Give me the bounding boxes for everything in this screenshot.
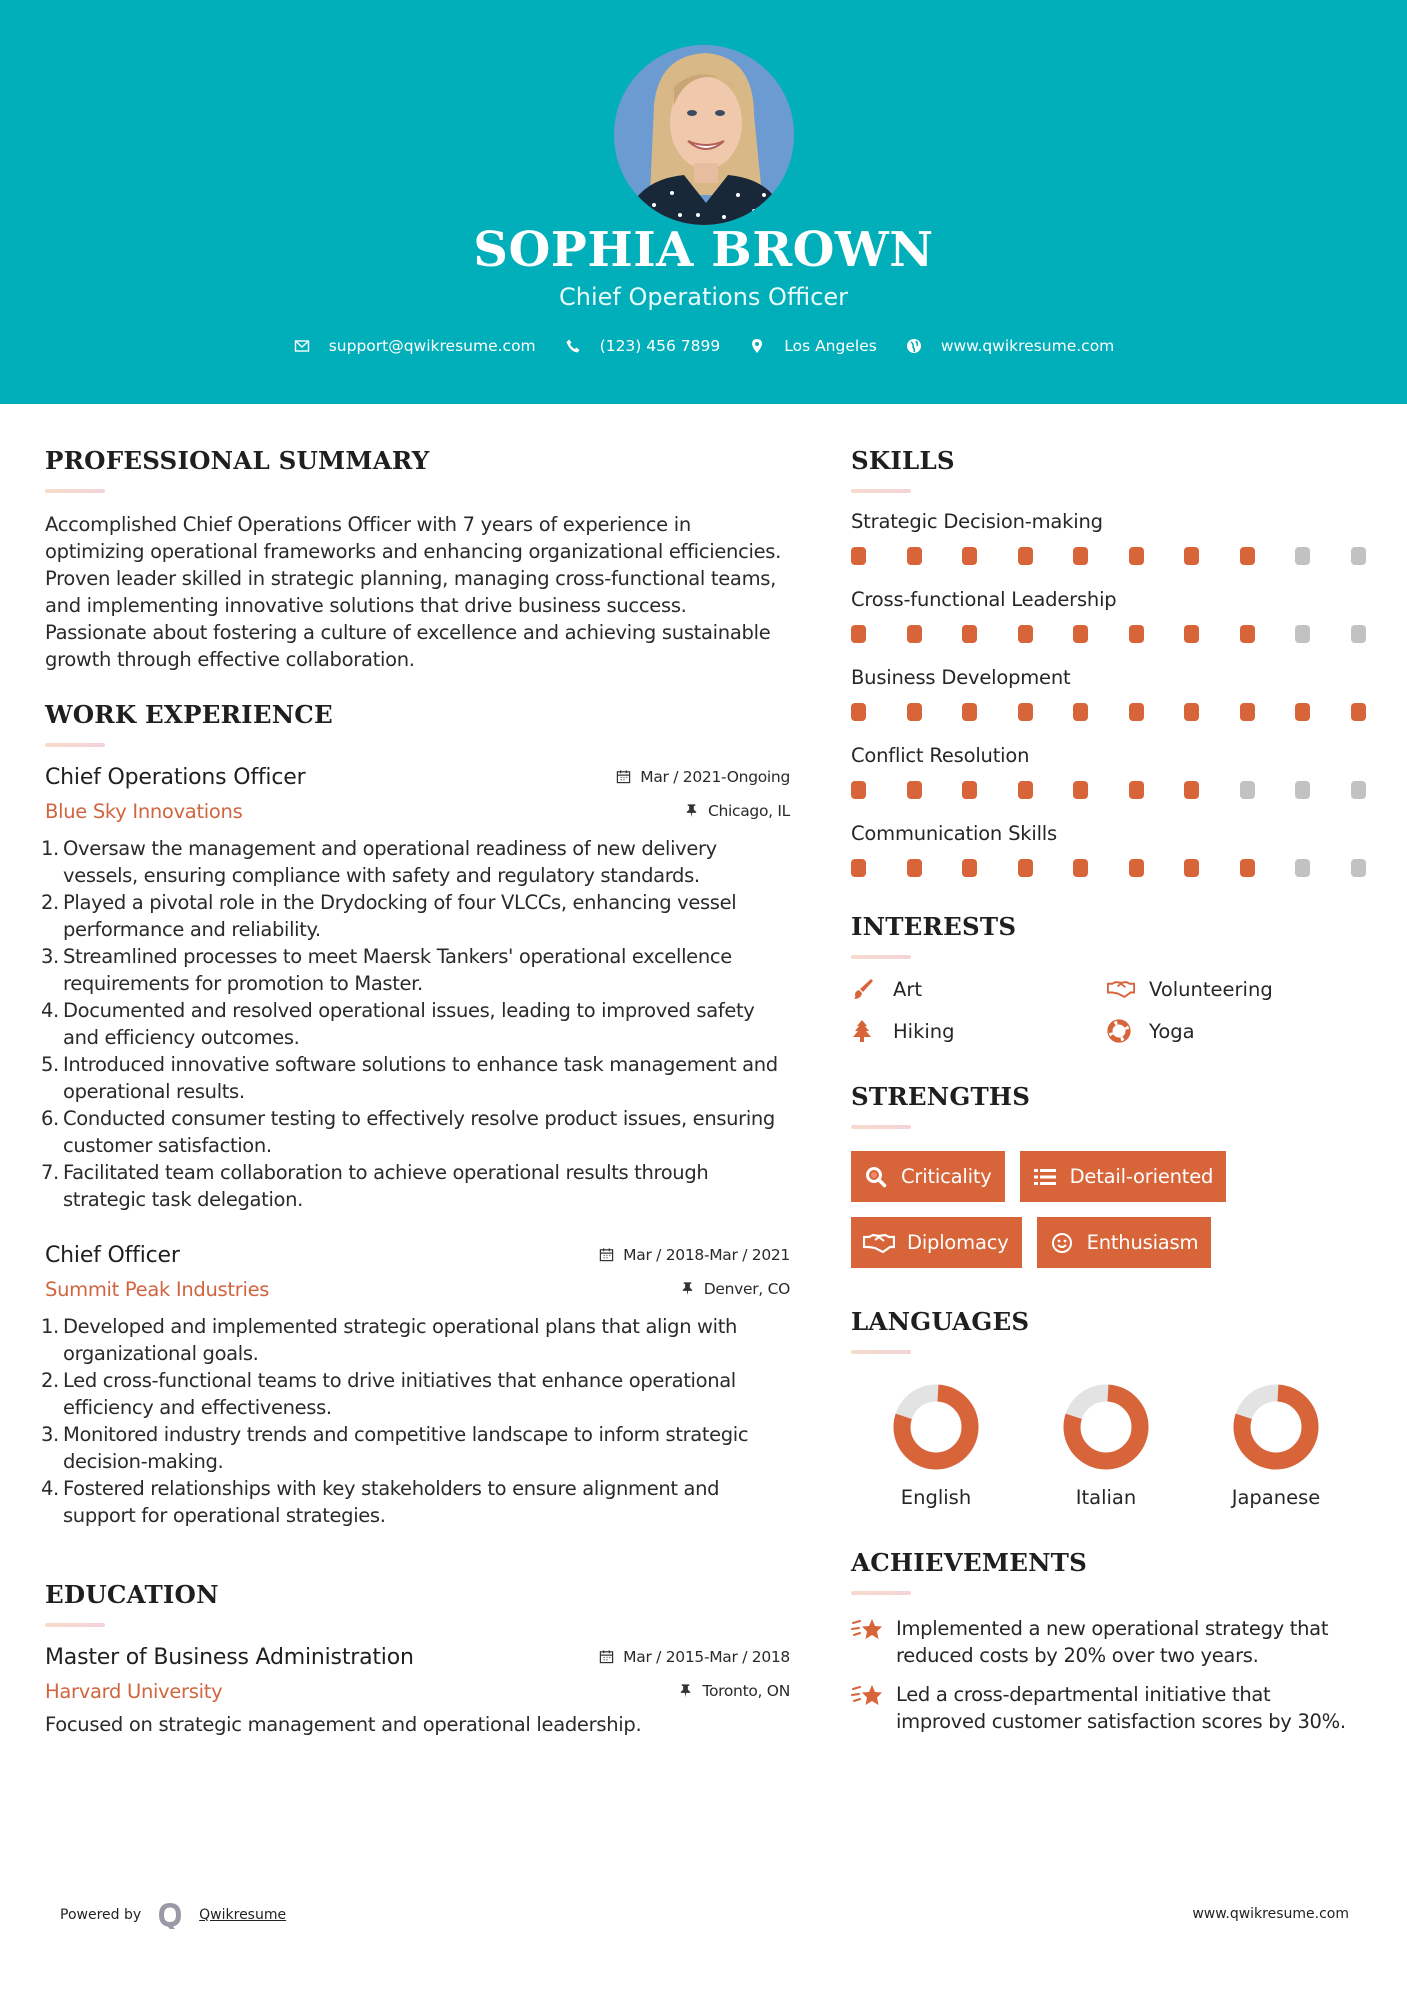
languages-heading: LANGUAGES [851, 1307, 1030, 1336]
rating-dot-filled [1184, 547, 1199, 565]
language-label: Italian [1075, 1486, 1137, 1509]
heading-underline [851, 1350, 911, 1354]
education-entry [45, 1645, 790, 1736]
contact-website[interactable] [905, 337, 1114, 355]
interest-label: Volunteering [1149, 977, 1273, 1001]
rating-dot-filled [1073, 859, 1088, 877]
rating-dot-empty [1351, 625, 1366, 643]
rating-dot-empty [1295, 859, 1310, 877]
contact-email-text: support@qwikresume.com [328, 337, 536, 355]
strength-tags [851, 1151, 1371, 1268]
rating-dot-filled [907, 547, 922, 565]
resume-header [0, 0, 1407, 404]
company-name: Summit Peak Industries [45, 1278, 270, 1301]
rating-dot-empty [1295, 547, 1310, 565]
skill-rating [851, 625, 1366, 643]
education-location-text: Toronto, ON [702, 1682, 790, 1700]
rating-dot-filled [1184, 703, 1199, 721]
job-bullets [41, 835, 790, 1213]
job-bullet: 5. Introduced innovative software solutions to enhance task management and operational results. [41, 1053, 778, 1103]
rating-dot-filled [1129, 625, 1144, 643]
rating-dot-filled [1073, 547, 1088, 565]
contact-phone[interactable] [564, 337, 721, 355]
envelope-icon [293, 337, 311, 355]
interest-item [851, 977, 1107, 1001]
skills-list [851, 509, 1371, 877]
language-label: Japanese [1231, 1486, 1321, 1509]
language-item [851, 1382, 1021, 1509]
job-bullet: 2. Led cross-functional teams to drive initiatives that enhance operational efficiency and effectiveness. [41, 1369, 736, 1419]
interest-label: Art [893, 977, 923, 1001]
language-donut-chart [1061, 1382, 1151, 1472]
rating-dot-filled [962, 547, 977, 565]
list-icon [1032, 1166, 1058, 1188]
interest-item [1107, 1019, 1363, 1043]
rating-dot-empty [1240, 781, 1255, 799]
rating-dot-filled [907, 859, 922, 877]
education-dates [599, 1648, 790, 1666]
footer-powered-by [60, 1900, 286, 1930]
language-donut-chart [1231, 1382, 1321, 1472]
rating-dot-filled [1129, 781, 1144, 799]
rating-dot-filled [962, 703, 977, 721]
heading-underline [851, 1591, 911, 1595]
skill-rating [851, 859, 1366, 877]
achievements-section [851, 1547, 1371, 1735]
rating-dot-filled [1351, 703, 1366, 721]
pushpin-icon [684, 803, 700, 819]
heading-underline [45, 743, 105, 747]
rating-dot-filled [1240, 859, 1255, 877]
rating-dot-filled [1073, 781, 1088, 799]
rating-dot-empty [1295, 625, 1310, 643]
pushpin-icon [678, 1683, 694, 1699]
rating-dot-filled [851, 547, 866, 565]
interests-grid [851, 977, 1371, 1043]
rating-dot-filled [962, 625, 977, 643]
strength-tag [851, 1151, 1005, 1202]
strength-tag [1037, 1217, 1212, 1268]
language-item [1191, 1382, 1361, 1509]
skill-name: Strategic Decision-making [851, 510, 1103, 533]
job-location [684, 802, 790, 820]
job-title: Chief Operations Officer [45, 765, 306, 790]
strength-tag [1020, 1151, 1227, 1202]
rating-dot-filled [1240, 703, 1255, 721]
achievement-item [851, 1681, 1371, 1735]
left-column [41, 445, 790, 1736]
smile-icon [1049, 1232, 1075, 1254]
job-bullet: 3. Monitored industry trends and competitive landscape to inform strategic decision-making. [41, 1423, 749, 1473]
skill-rating [851, 781, 1366, 799]
heading-underline [45, 489, 105, 493]
rating-dot-filled [851, 703, 866, 721]
rating-dot-filled [1018, 547, 1033, 565]
heading-underline [851, 955, 911, 959]
job-bullet: 2. Played a pivotal role in the Drydocking of four VLCCs, enhancing vessel performance and reliability. [41, 891, 737, 941]
job-location-text: Denver, CO [703, 1280, 790, 1298]
school-name: Harvard University [45, 1680, 223, 1703]
qwikresume-logo-icon [155, 1900, 185, 1930]
education-section [45, 1579, 790, 1736]
summary-heading: PROFESSIONAL SUMMARY [45, 446, 430, 475]
shooting-star-icon [851, 1615, 885, 1645]
skill-item [851, 509, 1371, 565]
degree-title: Master of Business Administration [45, 1645, 414, 1670]
skill-name: Conflict Resolution [851, 744, 1030, 767]
rating-dot-filled [1184, 625, 1199, 643]
rating-dot-filled [1240, 625, 1255, 643]
job-bullet: 4. Fostered relationships with key stakeholders to ensure alignment and support for operational strategies. [41, 1477, 720, 1527]
rating-dot-filled [1184, 859, 1199, 877]
rating-dot-empty [1295, 781, 1310, 799]
skill-name: Communication Skills [851, 822, 1057, 845]
strength-tag [851, 1217, 1022, 1268]
summary-section [45, 445, 790, 673]
achievement-text: Led a cross-departmental initiative that improved customer satisfaction scores by 30%. [896, 1683, 1346, 1733]
achievement-item [851, 1615, 1371, 1669]
skill-item [851, 821, 1371, 877]
rating-dot-filled [907, 703, 922, 721]
rating-dot-filled [1018, 859, 1033, 877]
achievements-heading: ACHIEVEMENTS [851, 1548, 1087, 1577]
shooting-star-icon [851, 1681, 885, 1711]
job-bullet: 7. Facilitated team collaboration to achieve operational results through strategic task delegation. [41, 1161, 709, 1211]
calendar-icon [599, 1247, 615, 1263]
skills-section [851, 445, 1371, 877]
contact-phone-text: (123) 456 7899 [599, 337, 721, 355]
powered-by-label: Powered by [60, 1907, 142, 1923]
candidate-title: Chief Operations Officer [559, 283, 848, 311]
heading-underline [45, 1623, 105, 1627]
heading-underline [851, 1125, 911, 1129]
skill-item [851, 743, 1371, 799]
rating-dot-empty [1351, 547, 1366, 565]
job-bullet: 4. Documented and resolved operational issues, leading to improved safety and efficiency outcomes. [41, 999, 755, 1049]
achievement-text: Implemented a new operational strategy that reduced costs by 20% over two years. [896, 1617, 1329, 1667]
education-description: Focused on strategic management and operational leadership. [45, 1713, 642, 1736]
contact-email[interactable] [293, 337, 536, 355]
globe-icon [905, 337, 923, 355]
job-bullet: 3. Streamlined processes to meet Maersk Tankers' operational excellence requirements for promotion to Master. [41, 945, 732, 995]
rating-dot-filled [1129, 547, 1144, 565]
languages-section [851, 1306, 1371, 1509]
interests-heading: INTERESTS [851, 912, 1017, 941]
job-dates-text: Mar / 2021-Ongoing [640, 768, 790, 786]
handshake-icon [863, 1232, 895, 1254]
skill-item [851, 587, 1371, 643]
language-donut-chart [891, 1382, 981, 1472]
skills-heading: SKILLS [851, 446, 955, 475]
interest-item [851, 1019, 1107, 1043]
contact-bar [0, 337, 1407, 355]
rating-dot-filled [1129, 703, 1144, 721]
job-bullet: 1. Developed and implemented strategic operational plans that align with organizational goals. [41, 1315, 738, 1365]
rating-dot-filled [1018, 625, 1033, 643]
strength-label: Enthusiasm [1086, 1231, 1199, 1254]
qwikresume-link[interactable]: Qwikresume [199, 1907, 287, 1923]
summary-text: Accomplished Chief Operations Officer with 7 years of experience in optimizing operational frameworks and enhancing organizational efficiencies. Proven leader skilled in strategic planning, managing cross-functional teams, and implementing innovative solutions that drive business success. Passionate about fostering a culture of excellence and achieving sustainable growth through effective collaboration. [45, 513, 782, 671]
contact-website-text: www.qwikresume.com [940, 337, 1115, 355]
rating-dot-filled [1295, 703, 1310, 721]
strength-label: Detail-oriented [1069, 1165, 1214, 1188]
job-entry [41, 765, 790, 1213]
skill-rating [851, 703, 1366, 721]
rating-dot-empty [1351, 781, 1366, 799]
interest-label: Hiking [893, 1019, 955, 1043]
phone-icon [564, 337, 582, 355]
skill-item [851, 665, 1371, 721]
language-label: English [900, 1486, 972, 1509]
rating-dot-filled [962, 859, 977, 877]
interest-item [1107, 977, 1363, 1001]
job-bullet: 1. Oversaw the management and operational readiness of new delivery vessels, ensuring compliance with safety and regulatory standards. [41, 837, 717, 887]
language-list [851, 1382, 1371, 1509]
candidate-name: SOPHIA BROWN [473, 222, 934, 278]
contact-location [748, 337, 877, 355]
education-location [678, 1682, 790, 1700]
rating-dot-filled [907, 625, 922, 643]
job-location [680, 1280, 790, 1298]
company-name: Blue Sky Innovations [45, 800, 243, 823]
calendar-icon [616, 769, 632, 785]
rating-dot-filled [1018, 781, 1033, 799]
strength-label: Criticality [901, 1165, 992, 1188]
job-location-text: Chicago, IL [707, 802, 790, 820]
search-icon [863, 1166, 889, 1188]
rating-dot-filled [1073, 625, 1088, 643]
strengths-section [851, 1081, 1371, 1268]
contact-location-text: Los Angeles [784, 337, 877, 355]
education-heading: EDUCATION [45, 1580, 219, 1609]
job-title: Chief Officer [45, 1243, 180, 1268]
job-dates-text: Mar / 2018-Mar / 2021 [623, 1246, 790, 1264]
job-dates [616, 768, 790, 786]
map-pin-icon [748, 337, 766, 355]
skill-name: Cross-functional Leadership [851, 588, 1117, 611]
rating-dot-empty [1351, 859, 1366, 877]
right-column [851, 445, 1371, 1735]
rating-dot-filled [907, 781, 922, 799]
footer-url[interactable]: www.qwikresume.com [1192, 1906, 1349, 1922]
rating-dot-filled [851, 859, 866, 877]
paintbrush-icon [851, 977, 879, 1001]
tree-icon [851, 1019, 879, 1043]
life-ring-icon [1107, 1019, 1135, 1043]
job-dates [599, 1246, 790, 1264]
rating-dot-filled [1129, 859, 1144, 877]
job-bullets [41, 1313, 790, 1529]
rating-dot-filled [1073, 703, 1088, 721]
experience-heading: WORK EXPERIENCE [45, 700, 333, 729]
calendar-icon [599, 1649, 615, 1665]
job-bullet: 6. Conducted consumer testing to effectively resolve product issues, ensuring customer satisfaction. [41, 1107, 775, 1157]
education-dates-text: Mar / 2015-Mar / 2018 [623, 1648, 790, 1666]
skill-rating [851, 547, 1366, 565]
interests-section [851, 911, 1371, 1043]
strength-label: Diplomacy [907, 1231, 1009, 1254]
pushpin-icon [680, 1281, 696, 1297]
skill-name: Business Development [851, 666, 1071, 689]
rating-dot-filled [1184, 781, 1199, 799]
profile-photo [614, 45, 794, 225]
language-item [1021, 1382, 1191, 1509]
rating-dot-filled [851, 625, 866, 643]
rating-dot-filled [851, 781, 866, 799]
experience-section [41, 699, 790, 1529]
interest-label: Yoga [1149, 1019, 1195, 1043]
heading-underline [851, 489, 911, 493]
handshake-icon [1107, 977, 1135, 1001]
rating-dot-filled [962, 781, 977, 799]
rating-dot-filled [1240, 547, 1255, 565]
rating-dot-filled [1018, 703, 1033, 721]
strengths-heading: STRENGTHS [851, 1082, 1031, 1111]
job-entry [41, 1243, 790, 1529]
